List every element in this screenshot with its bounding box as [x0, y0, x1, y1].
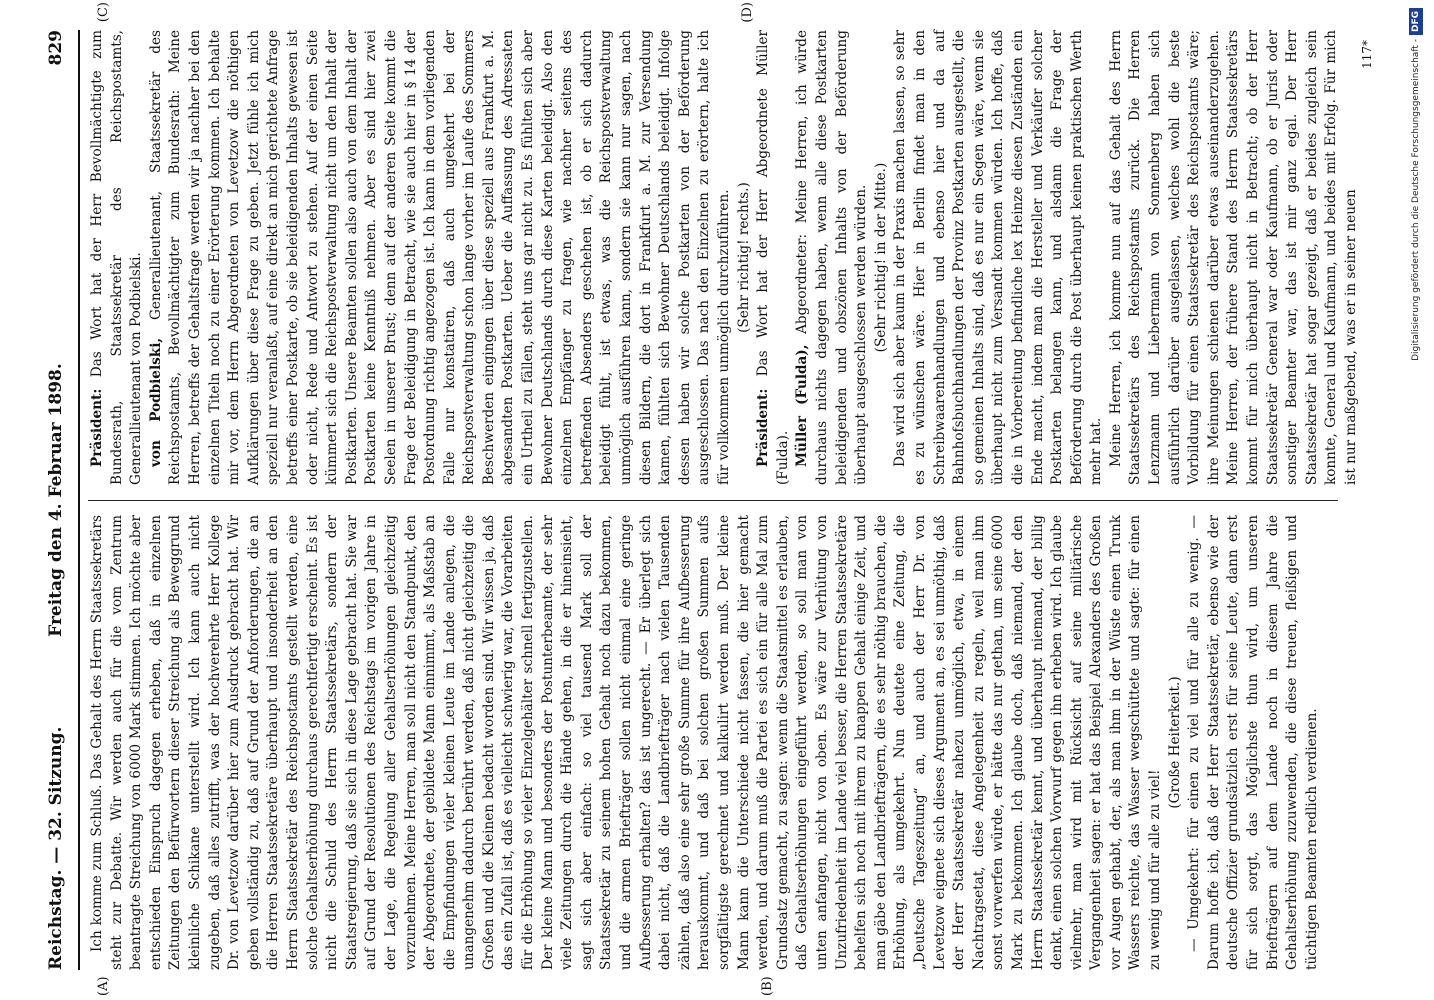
header-page-number: 829 [46, 30, 66, 66]
margin-marker-a: (A) [96, 976, 111, 996]
header-rule [78, 30, 80, 970]
speech-paragraph [754, 30, 793, 485]
speaker-name: Müller (Fulda), [794, 344, 811, 467]
speech-paragraph [793, 30, 871, 485]
applause-note: (Sehr richtig! in der Mitte.) [872, 162, 889, 353]
speaker-name: Präsident: [755, 388, 772, 467]
footer-signature-number: 117* [1360, 40, 1374, 69]
speech-text: Abgeordneter: Meine Herren, ich würde durchaus nichts dagegen haben, wenn alle diese Postkarten beleidigenden und obszönen Inhalts von der Beförderung überhaupt ausgeschlossen werden würden. [794, 29, 870, 485]
digitization-credit [1406, 8, 1426, 992]
margin-marker-d: (D) [740, 2, 755, 23]
header-session-title: Reichstag. — 32. Sitzung. [46, 726, 66, 970]
left-column [88, 515, 1344, 970]
right-column [88, 29, 1359, 485]
credit-text: Digitalisierung gefördert durch die Deutsche Forschungsgemeinschaft - [1411, 39, 1421, 361]
page-header [40, 30, 74, 970]
speech-paragraph [88, 30, 147, 485]
dfg-logo: DFG [1409, 8, 1423, 35]
speech-text: Das Wort hat der Herr Abgeordnete Müller (Fulda). [755, 30, 791, 485]
speech-text: Generallieutenant, Staatssekretär des Reichspostamts, Bevollmächtigter zum Bundesrath: Meine Herren, betreffs der Gehaltsfrage werden wir ja nachher bei den einzelnen Titeln noch zu einer Erörterung kommen. Ich behalte mir vor, dem Herrn Abgeordneten von Levetzow die nöthigen Aufklärungen über diese Frage zu geben. Jetzt fühle ich mich speziell nur veranlaßt, auf eine direkt an mich gerichtete Anfrage betreffs einer Postkarte, ob sie beleidigenden Inhalts gewesen ist oder nicht, Rede und Antwort zu stehen. Auf der einen Seite kümmert sich die Reichspostverwaltung nicht um den Inhalt der Postkarten. Unsere Beamten sollen also auch von dem Inhalt der Postkarten keine Kenntniß nehmen. Aber es sind hier zwei Seelen in unserer Brust; denn auf der anderen Seite kommt die Frage der Beleidigung in Betracht, wie sie auch hier in § 14 der Postordnung richtig angezogen ist. Ich kann in dem vorliegenden Falle nur konstatiren, daß auch umgekehrt bei der Reichspostverwaltung schon lange vorher im Laufe des Sommers Beschwerden eingingen über diese speziell aus Frankfurt a. M. abgesandten Postkarten. Ueber die Auffassung des Adressaten ein Urtheil zu fällen, steht uns gar nicht zu. Es fühlten sich aber Bewohner Deutschlands durch diese Karten beleidigt. Also den einzelnen Empfänger zu fragen, wie nachher seitens des betreffenden Absenders geschehen ist, ob er sich dadurch beleidigt fühlt, ist etwas, was die Reichspostverwaltung unmöglich ausführen kann, sondern sie kann nur sagen, nach diesen Bildern, die dort in Frankfurt a. M. zur Versendung kamen, fühlten sich Bewohner Deutschlands beleidigt. Infolge dessen haben wir solche Postkarten von der Beförderung ausgeschlossen. Das nach den Einzelnen zu erörtern, halte ich für vollkommen unmöglich durchzuführen. [147, 30, 732, 485]
column-divider [88, 500, 1338, 501]
speech-text: Das Wort hat der Herr Bevollmächtigte zum Bundesrath, Staatssekretär des Reichspostamts, Generallieutenant von Podbielski. [89, 30, 145, 485]
speech-closing: — Umgekehrt: für einen zu viel und für alle zu wenig. — Darum hoffe ich, daß der Herr Staatssekretär, ebenso wie der deutsche Offizier grundsätzlich erst für seine Leute, dann erst für sich sorgt, das Möglichste thun wird, um unseren Briefträgern auf dem Lande noch in diesem Jahre die Gehaltserhöhung zuzuwenden, die diese treuen, fleißigen und tüchtigen Beamten redlich verdienen. [1186, 515, 1320, 970]
applause-note: (Große Heiterkeit.) [1166, 676, 1183, 809]
speech-paragraph: Meine Herren, ich komme nun auf das Gehalt des Herrn Staatssekretärs des Reichspostamts zurück. Die Herren Lenzmann und Liebermann von Sonnenberg haben sich ausführlich darüber ausgelassen, welches wohl die beste Vorbildung für einen Staatssekretär des Reichspostamts wäre; ihre Meinungen schienen darüber etwas auseinanderzugehen. Meine Herren, der frühere Stand des Herrn Staatssekretärs kommt für mich überhaupt nicht in Betracht; ob der Herr Staatssekretär General war oder Kaufmann, ob er Jurist oder sonstiger Beamter war, das ist mir ganz egal. Der Herr Staatssekretär hat sogar gezeigt, daß er beides zugleich sein konnte, General und Kaufmann, und beides mit Erfolg. Für mich ist nur maßgebend, was er in seiner neuen [1107, 30, 1359, 485]
header-date: Freitag den 4. Februar 1898. [46, 363, 66, 637]
digitization-sidebar [1406, 8, 1426, 992]
applause-note: (Sehr richtig! rechts.) [735, 182, 752, 333]
speech-paragraph [147, 30, 735, 485]
margin-marker-b: (B) [760, 976, 775, 996]
speech-paragraph: Das wird sich aber kaum in der Praxis machen lassen, so sehr es zu wünschen wäre. Hier in Berlin findet man in den Schreibwaarenhandlungen und ebenso hier und da auf Bahnhofsbuchhandlungen der Provinz Postkarten ausgestellt, die so gemeinen Inhalts sind, daß es nur ein Segen wäre, wenn sie überhaupt nicht zum Versandt kommen würden. Ich hoffe, daß die in Vorbereitung befindliche lex Heinze diesen Zuständen ein Ende macht, indem man die Hersteller und Verkäufer solcher Postkarten belangen kann, und alsdann die Frage der Beförderung durch die Post überhaupt keinen praktischen Werth mehr hat. [892, 30, 1105, 485]
speaker-name: Präsident: [89, 388, 105, 467]
speech-paragraph: Ich komme zum Schluß. Das Gehalt des Herrn Staatssekretärs steht zur Debatte. Wir werden auch für die vom Zentrum beantragte Streichung von 6000 Mark stimmen. Ich möchte aber entschieden Einspruch dagegen erheben, daß in einzelnen Zeitungen den Befürwortern dieser Streichung als Beweggrund kleinliche Schikane unterstellt wird. Ich kann auch nicht zugeben, daß alles zutrifft, was der hochverehrte Herr Kollege Dr. von Levetzow darüber hier zum Ausdruck gebracht hat. Wir geben vollständig zu, daß auf Grund der Anforderungen, die an die Herren Staatssekretäre überhaupt und insonderheit an den Herrn Staatssekretär des Reichspostamts gestellt werden, eine solche Gehaltserhöhung durchaus gerechtfertigt erscheint. Es ist nicht die Schuld des Herrn Staatssekretärs, sondern der Staatsregierung, daß sie sich in diese Lage gebracht hat. Sie war auf Grund der Resolutionen des Reichstags im vorigen Jahre in der Lage, die Regelung aller Gehaltserhöhungen gleichzeitig vorzunehmen. Meine Herren, man soll nicht den Standpunkt, den der Abgeordnete, der gebildete Mann einnimmt, als Maßstab an die Empfindungen vieler kleinen Leute im Lande anlegen, die unangenehm dadurch berührt werden, daß nicht gleichzeitig die Großen und die Kleinen bedacht worden sind. Wir wissen ja, daß das ein Zufall ist, daß es vielleicht schwierig war, die Vorarbeiten für die Erhöhung so vieler Einzelgehälter schnell fertigzustellen. Der kleine Mann und besonders der Postunterbeamte, der sehr viele Zeitungen durch die Hände gehen, in die er hineinsieht, sagt sich aber einfach: so viel tausend Mark soll der Staatssekretär zu seinem hohen Gehalt noch dazu bekommen, und die armen Briefträger sollen nicht einmal eine geringe Aufbesserung erhalten? das ist ungerecht. — Er überlegt sich dabei nicht, daß die Landbriefträger nach vielen Tausenden zählen, daß also eine sehr große Summe für ihre Aufbesserung herauskommt, und daß bei solchen großen Summen aufs sorgfältigste gerechnet und kalkulirt werden muß. Der kleine Mann kann die Unterschiede nicht fassen, die hier gemacht werden, und darum muß die Partei es sich ein für alle Mal zum Grundsatz gemacht, zu sagen: wenn die Staatsmittel es erlauben, daß Gehaltserhöhungen eingeführt werden, so soll man von unten anfangen, nicht von oben. Es wäre zur Verhütung von Unzufriedenheit im Lande viel besser, die Herren Staatssekretäre behelfen sich noch mit ihrem zu knappen Gehalt einige Zeit, und man gäbe den Landbriefträgern, die es sehr nöthig brauchen, die Erhöhung, als umgekehrt. Nun deutete eine Zeitung, die „Deutsche Tageszeitung“ an, und auch der Herr Dr. von Levetzow eignete sich dieses Argument an, es sei unmöthig, daß der Herr Staatssekretär nahezu unmöglich, etwa, in einem Nachtragsetat, diese Angelegenheit zu regeln, weil man ihm sonst vorwerfen würde, er hätte das nur gethan, um seine 6000 Mark zu bekommen. Ich glaube doch, daß niemand, der den Herrn Staatssekretär kennt, und überhaupt niemand, der billig denkt, einen solchen Vorwurf gegen ihn erheben wird. Ich glaube vielmehr, man wird mit Rücksicht auf seine militärische Vergangenheit sagen: er hat das Beispiel Alexanders des Großen vor Augen gehabt, der, als man ihm in der Wüste einen Trunk Wassers reichte, das Wasser wegschüttete und sagte: für einen zu wenig und für alle zu viel! [89, 515, 1164, 970]
speaker-name: von Podbielski, [147, 337, 164, 467]
margin-marker-c: (C) [96, 2, 111, 23]
